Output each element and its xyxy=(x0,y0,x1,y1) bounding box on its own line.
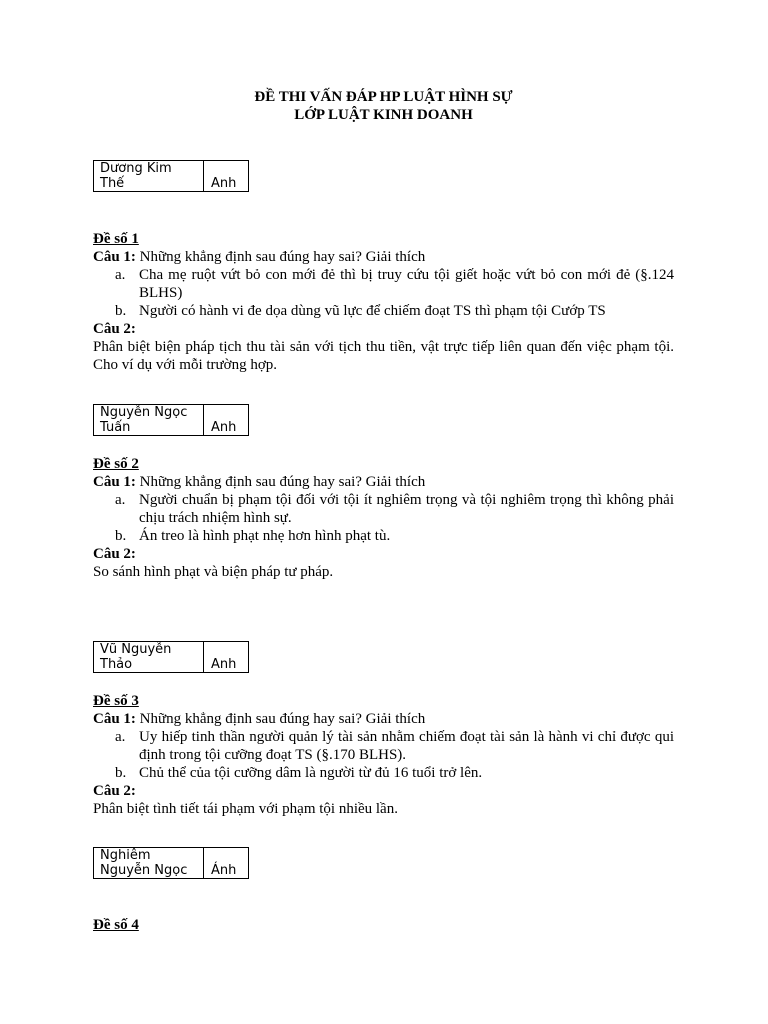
option-text: Chủ thể của tội cưỡng dâm là người từ đủ 16 tuổi trở lên. xyxy=(139,765,483,781)
question-label: Câu 1: xyxy=(93,711,136,727)
student-surname-line1: Nghiêm xyxy=(100,848,151,863)
exam-title: Đề số 2 xyxy=(93,456,139,472)
student-given-name: Ánh xyxy=(211,863,237,878)
question-label: Câu 1: xyxy=(93,474,136,490)
exam-section-3 xyxy=(93,692,674,818)
question-text: Những khẳng định sau đúng hay sai? Giải thích xyxy=(139,711,426,727)
student-surname-line1: Dương Kim xyxy=(100,161,172,176)
answer-option xyxy=(93,302,674,320)
student-surname-line2: Thế xyxy=(100,176,125,191)
option-marker: b. xyxy=(115,765,127,781)
student-surname-line1: Vũ Nguyễn xyxy=(100,642,172,657)
question-1 xyxy=(93,248,674,266)
student-surname-cell xyxy=(94,161,204,191)
question-text: Những khẳng định sau đúng hay sai? Giải thích xyxy=(139,249,426,265)
student-name-box xyxy=(93,160,249,192)
answer-option xyxy=(93,527,674,545)
question-1 xyxy=(93,473,674,491)
answer-option xyxy=(93,491,674,527)
document-title-line2: LỚP LUẬT KINH DOANH xyxy=(294,107,473,123)
answer-option xyxy=(93,728,674,764)
exam-title: Đề số 3 xyxy=(93,693,139,709)
student-surname-line2: Thảo xyxy=(100,657,133,672)
option-marker: b. xyxy=(115,303,127,319)
question-1 xyxy=(93,710,674,728)
question-2-label: Câu 2: xyxy=(93,546,136,562)
answer-option xyxy=(93,764,674,782)
exam-title: Đề số 4 xyxy=(93,917,139,933)
student-surname-line2: Nguyễn Ngọc xyxy=(100,863,188,878)
question-label: Câu 1: xyxy=(93,249,136,265)
exam-section-2 xyxy=(93,455,674,581)
student-name-box xyxy=(93,404,249,436)
student-surname-cell xyxy=(94,642,204,672)
exam-section-1 xyxy=(93,230,674,374)
student-surname-cell xyxy=(94,848,204,878)
exam-section-4 xyxy=(93,916,674,934)
student-given-name: Anh xyxy=(211,420,237,435)
option-marker: a. xyxy=(115,729,126,745)
question-2-text: So sánh hình phạt và biện pháp tư pháp. xyxy=(93,564,334,580)
option-text: Án treo là hình phạt nhẹ hơn hình phạt tù. xyxy=(139,528,391,544)
question-2-label: Câu 2: xyxy=(93,321,136,337)
question-2-text: Phân biệt biện pháp tịch thu tài sản với tịch thu tiền, vật trực tiếp liên quan đến việc phạm tội. Cho ví dụ với mỗi trường hợp. xyxy=(93,339,674,373)
question-2-text: Phân biệt tình tiết tái phạm với phạm tội nhiều lần. xyxy=(93,801,398,817)
option-marker: a. xyxy=(115,492,126,508)
question-text: Những khẳng định sau đúng hay sai? Giải thích xyxy=(139,474,426,490)
option-text: Người có hành vi đe dọa dùng vũ lực để chiếm đoạt TS thì phạm tội Cướp TS xyxy=(139,303,606,319)
question-2-label: Câu 2: xyxy=(93,783,136,799)
option-marker: b. xyxy=(115,528,127,544)
option-marker: a. xyxy=(115,267,126,283)
student-given-name: Anh xyxy=(211,657,237,672)
answer-option xyxy=(93,266,674,302)
student-given-name: Anh xyxy=(211,176,237,191)
option-text: Cha mẹ ruột vứt bỏ con mới đẻ thì bị truy cứu tội giết hoặc vứt bỏ con mới đẻ (§.124 BLHS) xyxy=(139,267,674,301)
exam-title: Đề số 1 xyxy=(93,231,139,247)
option-text: Người chuẩn bị phạm tội đối với tội ít nghiêm trọng và tội nghiêm trọng thì không phải chịu trách nhiệm hình sự. xyxy=(139,492,674,526)
student-surname-line1: Nguyễn Ngọc xyxy=(100,405,188,420)
student-name-box xyxy=(93,847,249,879)
document-title-line1: ĐỀ THI VẤN ĐÁP HP LUẬT HÌNH SỰ xyxy=(254,89,513,105)
student-surname-cell xyxy=(94,405,204,435)
student-name-box xyxy=(93,641,249,673)
student-surname-line2: Tuấn xyxy=(100,420,131,435)
option-text: Uy hiếp tinh thần người quản lý tài sản nhằm chiếm đoạt tài sản là hành vi chỉ được qui định trong tội cưỡng đoạt TS (§.170 BLHS). xyxy=(139,729,674,763)
